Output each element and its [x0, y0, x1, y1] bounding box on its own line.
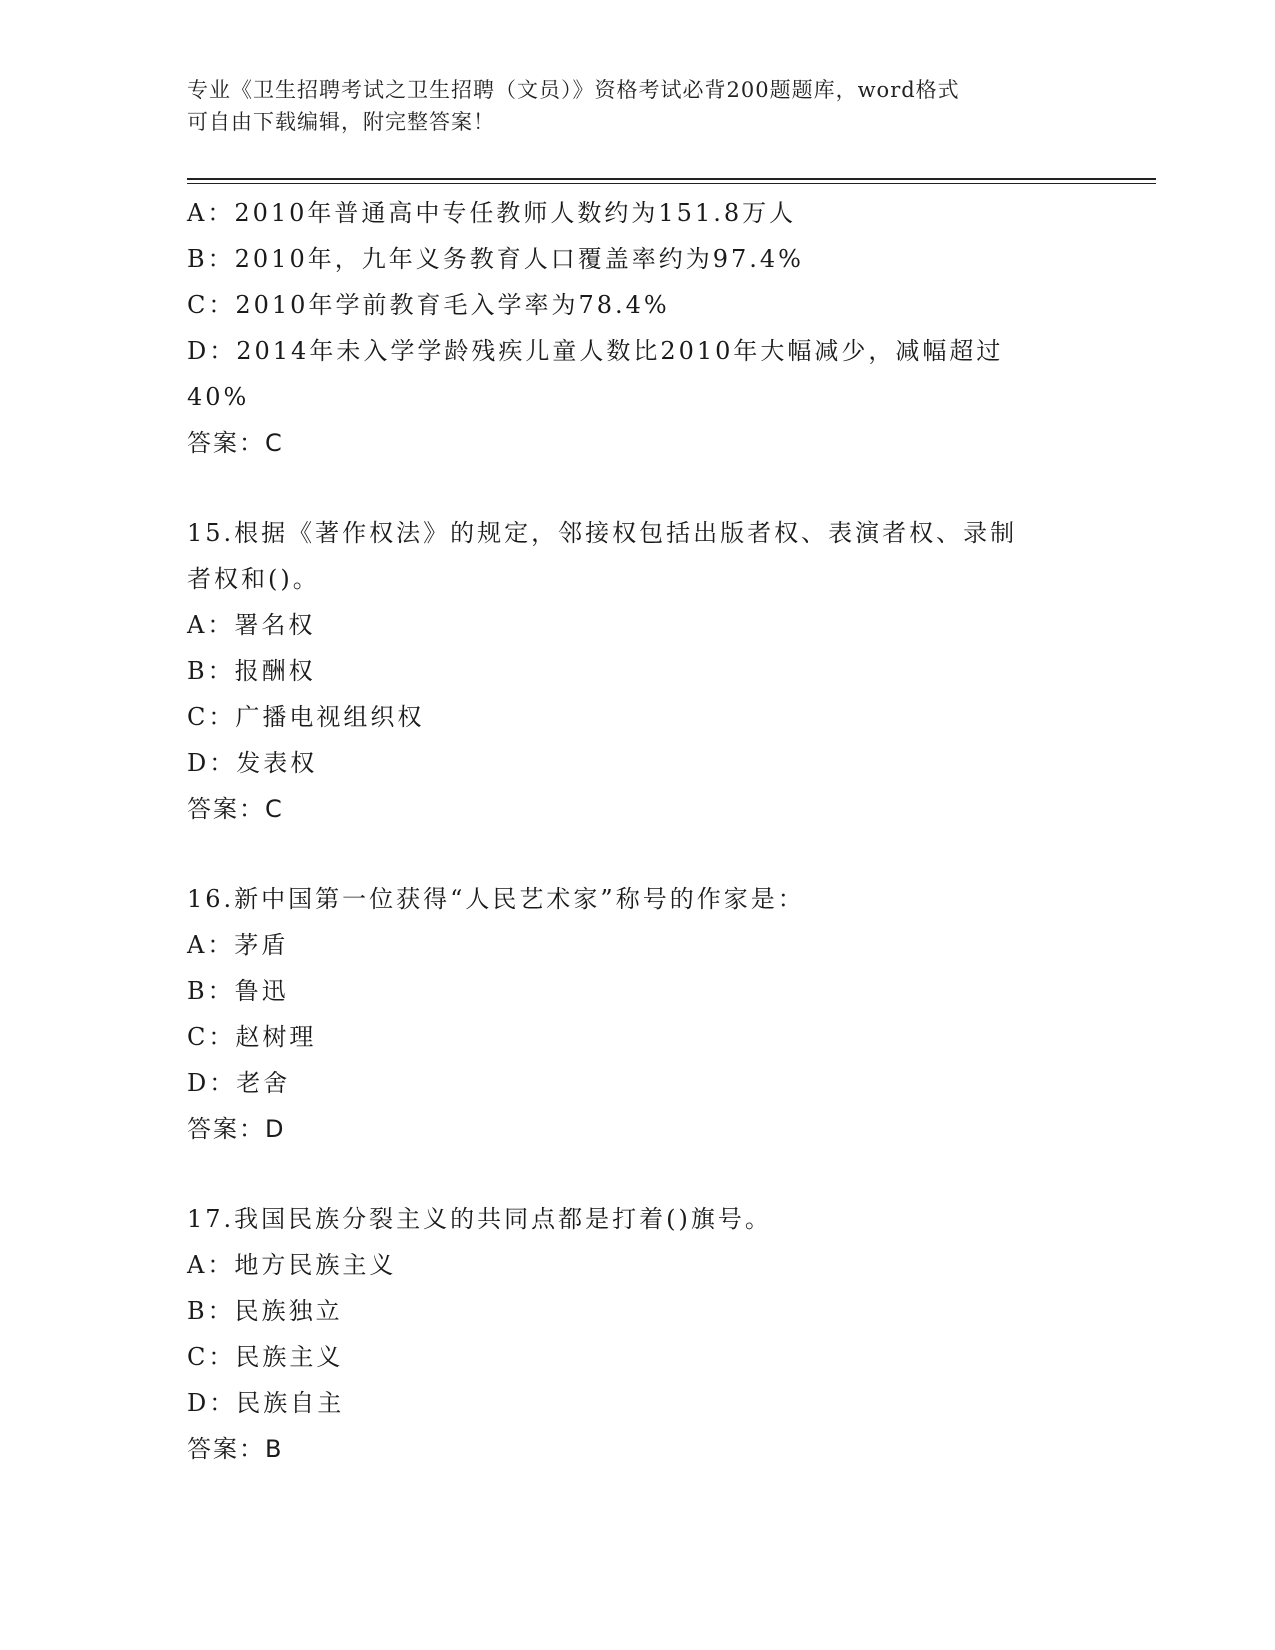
- option-c: C：赵树理: [187, 1023, 317, 1051]
- option-d: D：民族自主: [187, 1389, 345, 1417]
- question-stem: 17.我国民族分裂主义的共同点都是打着()旗号。: [187, 1205, 772, 1233]
- header-divider-thick: [187, 178, 1156, 180]
- answer-key: 答案：D: [187, 1115, 286, 1143]
- answer-key: 答案：B: [187, 1435, 284, 1463]
- option-b: B：2010年，九年义务教育人口覆盖率约为97.4%: [187, 245, 804, 273]
- header-divider-thin: [187, 183, 1156, 184]
- question-stem-line-2: 者权和()。: [187, 565, 320, 593]
- option-d: D：发表权: [187, 749, 318, 777]
- option-d-line-1: D：2014年未入学学龄残疾儿童人数比2010年大幅减少，减幅超过: [187, 337, 1004, 365]
- question-15: [187, 510, 1087, 832]
- option-b: B：民族独立: [187, 1297, 343, 1325]
- question-14: [187, 190, 1087, 466]
- answer-key: 答案：C: [187, 429, 284, 457]
- option-c: C：民族主义: [187, 1343, 344, 1371]
- option-a: A：2010年普通高中专任教师人数约为151.8万人: [187, 199, 797, 227]
- question-stem-line-1: 15.根据《著作权法》的规定，邻接权包括出版者权、表演者权、录制: [187, 519, 1018, 547]
- question-17: [187, 1196, 1087, 1472]
- question-16: [187, 876, 1087, 1152]
- option-a: A：地方民族主义: [187, 1251, 397, 1279]
- question-stem: 16.新中国第一位获得“人民艺术家”称号的作家是：: [187, 885, 805, 913]
- option-a: A：署名权: [187, 611, 316, 639]
- document-header: [187, 74, 1087, 138]
- header-title-line-1: 专业《卫生招聘考试之卫生招聘（文员）》资格考试必背200题题库，word格式: [187, 78, 960, 102]
- option-d: D：老舍: [187, 1069, 291, 1097]
- question-spacer: [187, 832, 1087, 876]
- option-c: C：2010年学前教育毛入学率为78.4%: [187, 291, 670, 319]
- question-list: [187, 190, 1087, 1472]
- question-spacer: [187, 466, 1087, 510]
- question-spacer: [187, 1152, 1087, 1196]
- option-b: B：鲁迅: [187, 977, 289, 1005]
- answer-key: 答案：C: [187, 795, 284, 823]
- option-b: B：报酬权: [187, 657, 316, 685]
- option-a: A：茅盾: [187, 931, 289, 959]
- option-c: C：广播电视组织权: [187, 703, 425, 731]
- header-title-line-2: 可自由下载编辑，附完整答案！: [187, 110, 495, 134]
- option-d-line-2: 40%: [187, 383, 250, 411]
